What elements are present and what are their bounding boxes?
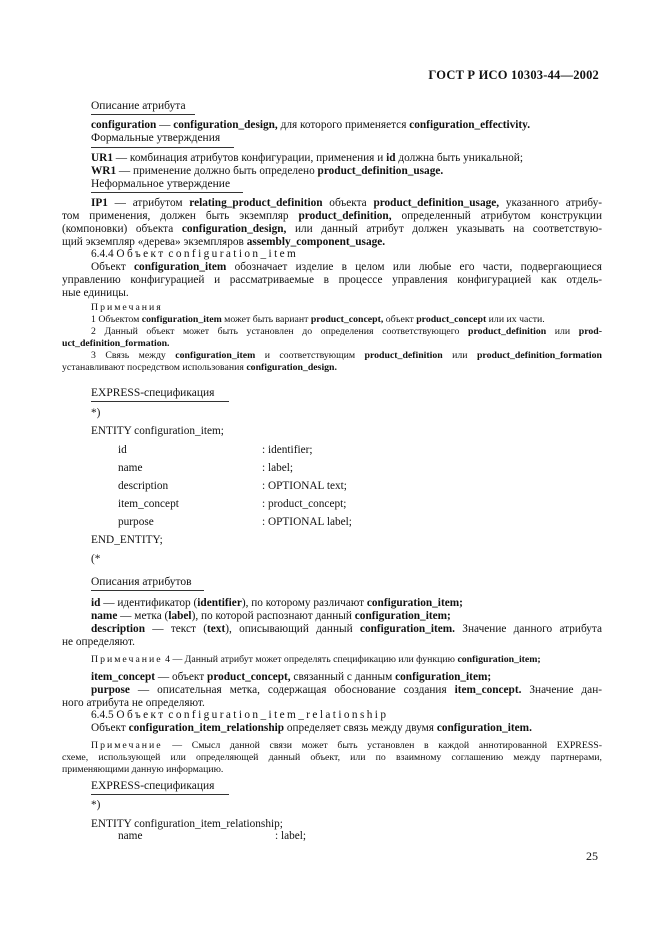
note-1: 1 Объектом configuration_item может быть вариант product_concept, объект product_concept или их части. bbox=[91, 314, 545, 325]
express-entity-declaration: ENTITY configuration_item; bbox=[91, 425, 224, 437]
attr-purpose-line-2: ного атрибута не определяют. bbox=[62, 697, 205, 709]
express-attr-type: : label; bbox=[275, 830, 307, 842]
attr-description-line-1: description — текст (text), описывающий данный configuration_item. Значение данного атрибута bbox=[91, 623, 602, 635]
heading-underline bbox=[91, 590, 204, 591]
section-heading-attribute-description: Описание атрибута bbox=[91, 100, 186, 112]
rule-ip1-line-4: щий экземпляр «дерева» экземпляров assembly_component_usage. bbox=[62, 236, 386, 248]
express-comment-close: *) bbox=[91, 407, 101, 419]
section-title-6-4-5: 6.4.5 Объект configuration_item_relationship bbox=[91, 709, 389, 721]
note-3-line-1: 3 Связь между configuration_item и соответствующим product_definition или product_definition_formation bbox=[91, 350, 602, 361]
s645-note-line-2: схеме, использующей или определяющей данный объект, или по взаимному соглашению между партнерами, bbox=[62, 752, 602, 763]
attr-description-line-2: не определяют. bbox=[62, 636, 135, 648]
express-attr-name: purpose bbox=[118, 516, 154, 528]
s644-text-line-1: Объект configuration_item обозначает изделие в целом или любые его части, подвергающиеся bbox=[91, 261, 602, 273]
note-4: Примечание 4 — Данный атрибут может определять спецификацию или функцию configuration_item; bbox=[91, 654, 541, 665]
express-attr-type: : product_concept; bbox=[262, 498, 347, 510]
attr-id-description: id — идентификатор (identifier), по которому различают configuration_item; bbox=[91, 597, 463, 609]
heading-underline bbox=[91, 147, 234, 148]
express-entity-declaration: ENTITY configuration_item_relationship; bbox=[91, 818, 283, 830]
note-2-line-2: uct_definition_formation. bbox=[62, 338, 170, 349]
section-heading-informal-proposition: Неформальное утверждение bbox=[91, 178, 231, 190]
express-attr-name: item_concept bbox=[118, 498, 179, 510]
express-comment-open: (* bbox=[91, 553, 101, 565]
express-attr-name: id bbox=[118, 444, 127, 456]
rule-ur1: UR1 — комбинация атрибутов конфигурации, применения и id должна быть уникальной; bbox=[91, 152, 523, 164]
express-attr-type: : label; bbox=[262, 462, 294, 474]
s645-note-line-1: Примечание — Смысл данной связи может быть установлен в каждой аннотированной EXPRESS- bbox=[91, 740, 602, 751]
heading-underline bbox=[91, 794, 229, 795]
express-attr-name: description bbox=[118, 480, 169, 492]
express-end-entity: END_ENTITY; bbox=[91, 534, 163, 546]
s645-note-line-3: применяющими данную информацию. bbox=[62, 764, 224, 775]
note-3-line-2: устанавливают посредством использования configuration_design. bbox=[62, 362, 337, 373]
heading-underline bbox=[91, 192, 243, 193]
rule-ip1-line-2: том применения, должен быть экземпляр product_definition, определенный атрибутом конструкции bbox=[62, 210, 602, 222]
express-attr-name: name bbox=[118, 830, 143, 842]
section-heading-attribute-descriptions: Описания атрибутов bbox=[91, 576, 192, 588]
notes-heading: Примечания bbox=[91, 302, 163, 313]
attr-name-description: name — метка (label), по которой распознают данный configuration_item; bbox=[91, 610, 451, 622]
page-number: 25 bbox=[586, 849, 598, 863]
express-attr-name: name bbox=[118, 462, 143, 474]
note-2-line-1: 2 Данный объект может быть установлен до определения соответствующего product_definition или prod- bbox=[91, 326, 602, 337]
express-attr-type: : OPTIONAL text; bbox=[262, 480, 347, 492]
attr-item-concept-description: item_concept — объект product_concept, связанный с данным configuration_item; bbox=[91, 671, 492, 683]
s645-text-line-1: Объект configuration_item_relationship определяет связь между двумя configuration_item. bbox=[91, 722, 532, 734]
rule-wr1: WR1 — применение должно быть определено product_definition_usage. bbox=[91, 165, 444, 177]
express-attr-type: : identifier; bbox=[262, 444, 313, 456]
rule-ip1-line-3: (компоновки) объекта configuration_design, или данный атрибут должен указывать на соответствую- bbox=[62, 223, 602, 235]
attr-purpose-line-1: purpose — описательная метка, содержащая обоснование создания item_concept. Значение дан- bbox=[91, 684, 602, 696]
express-spec-heading: EXPRESS-спецификация bbox=[91, 780, 215, 792]
attribute-configuration-line: configuration — configuration_design, для которого применяется configuration_effectivity. bbox=[91, 119, 531, 131]
express-comment-close: *) bbox=[91, 799, 101, 811]
heading-underline bbox=[91, 114, 195, 115]
standard-code: ГОСТ Р ИСО 10303-44—2002 bbox=[428, 68, 599, 82]
express-attr-type: : OPTIONAL label; bbox=[262, 516, 352, 528]
section-heading-formal-propositions: Формальные утверждения bbox=[91, 132, 221, 144]
s644-text-line-3: ные единицы. bbox=[62, 287, 129, 299]
rule-ip1-line-1: IP1 — атрибутом relating_product_definition объекта product_definition_usage, указанного атрибу- bbox=[91, 197, 602, 209]
express-spec-heading: EXPRESS-спецификация bbox=[91, 387, 215, 399]
s644-text-line-2: управлению конфигурацией и рассматриваемые в процессе управления конфигурацией как отдель- bbox=[62, 274, 602, 286]
section-title-6-4-4: 6.4.4 Объект configuration_item bbox=[91, 248, 299, 260]
heading-underline bbox=[91, 401, 229, 402]
